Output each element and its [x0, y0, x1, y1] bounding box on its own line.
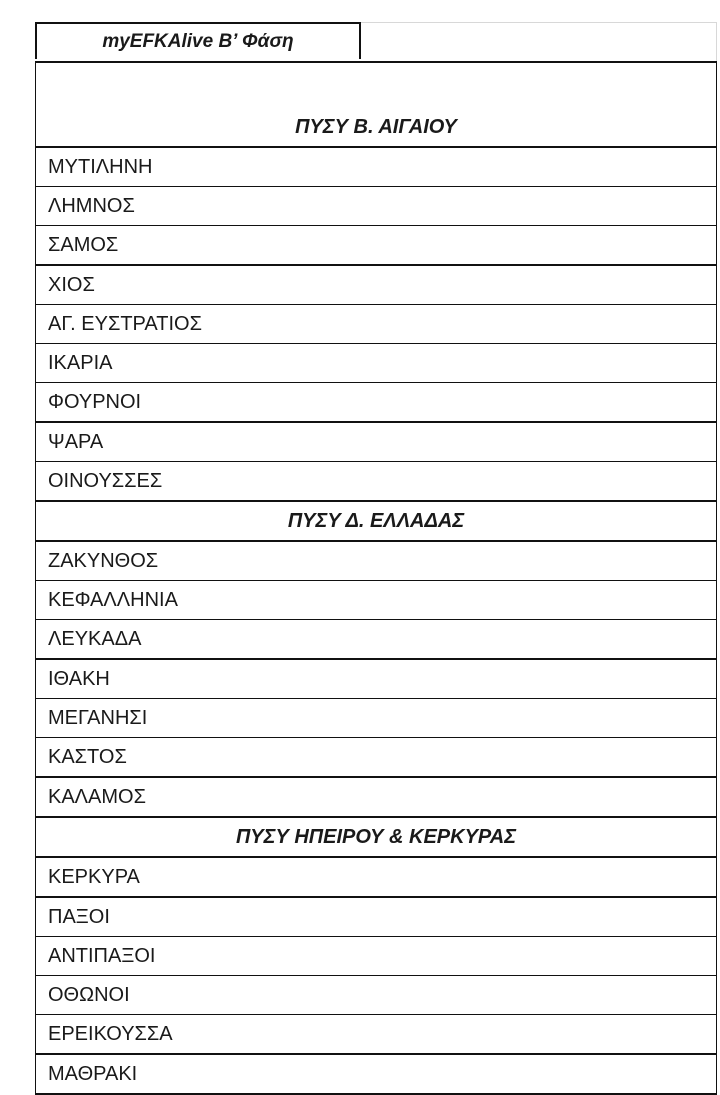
section-header-row — [36, 62, 717, 147]
section-heading: ΠΥΣΥ Δ. ΕΛΛΑΔΑΣ — [36, 501, 717, 541]
table-row — [36, 147, 717, 187]
location-cell: ΜΥΤΙΛΗΝΗ — [36, 147, 717, 187]
table-row — [36, 1015, 717, 1055]
location-cell: ΛΕΥΚΑΔΑ — [36, 620, 717, 660]
location-cell: ΛΗΜΝΟΣ — [36, 187, 717, 226]
location-cell: ΑΝΤΙΠΑΞΟΙ — [36, 937, 717, 976]
location-cell: ΚΕΡΚΥΡΑ — [36, 857, 717, 897]
section-heading: ΠΥΣΥ ΗΠΕΙΡΟΥ & ΚΕΡΚΥΡΑΣ — [36, 817, 717, 857]
table-row — [36, 305, 717, 344]
document-title: myEFKAlive B’ Φάση — [35, 22, 361, 59]
location-cell: ΜΕΓΑΝΗΣΙ — [36, 699, 717, 738]
section-header-row — [36, 817, 717, 857]
location-cell: ΙΘΑΚΗ — [36, 659, 717, 699]
table-row — [36, 937, 717, 976]
table-row — [36, 581, 717, 620]
location-cell: ΕΡΕΙΚΟΥΣΣΑ — [36, 1015, 717, 1055]
document-table — [35, 22, 717, 1095]
table-row — [36, 1054, 717, 1094]
table-row — [36, 541, 717, 581]
table-row — [36, 659, 717, 699]
title-empty-cell — [361, 22, 717, 61]
locations-table — [35, 61, 717, 1095]
table-row — [36, 976, 717, 1015]
table-row — [36, 422, 717, 462]
location-cell: ΖΑΚΥΝΘΟΣ — [36, 541, 717, 581]
table-row — [36, 187, 717, 226]
location-cell: ΚΕΦΑΛΛΗΝΙΑ — [36, 581, 717, 620]
table-row — [36, 462, 717, 502]
section-header-row — [36, 501, 717, 541]
location-cell: ΠΑΞΟΙ — [36, 897, 717, 937]
location-cell: ΣΑΜΟΣ — [36, 226, 717, 266]
table-row — [36, 897, 717, 937]
section-heading: ΠΥΣΥ Β. ΑΙΓΑΙΟΥ — [36, 62, 717, 147]
location-cell: ΦΟΥΡΝΟΙ — [36, 383, 717, 423]
title-row — [35, 22, 717, 61]
table-row — [36, 738, 717, 778]
location-cell: ΟΙΝΟΥΣΣΕΣ — [36, 462, 717, 502]
table-row — [36, 699, 717, 738]
location-cell: ΜΑΘΡΑΚΙ — [36, 1054, 717, 1094]
table-row — [36, 226, 717, 266]
location-cell: ΨΑΡΑ — [36, 422, 717, 462]
table-row — [36, 344, 717, 383]
table-row — [36, 620, 717, 660]
location-cell: ΧΙΟΣ — [36, 265, 717, 305]
location-cell: ΚΑΛΑΜΟΣ — [36, 777, 717, 817]
table-row — [36, 265, 717, 305]
location-cell: ΚΑΣΤΟΣ — [36, 738, 717, 778]
location-cell: ΙΚΑΡΙΑ — [36, 344, 717, 383]
location-cell: ΑΓ. ΕΥΣΤΡΑΤΙΟΣ — [36, 305, 717, 344]
location-cell: ΟΘΩΝΟΙ — [36, 976, 717, 1015]
table-row — [36, 857, 717, 897]
table-row — [36, 777, 717, 817]
table-row — [36, 383, 717, 423]
